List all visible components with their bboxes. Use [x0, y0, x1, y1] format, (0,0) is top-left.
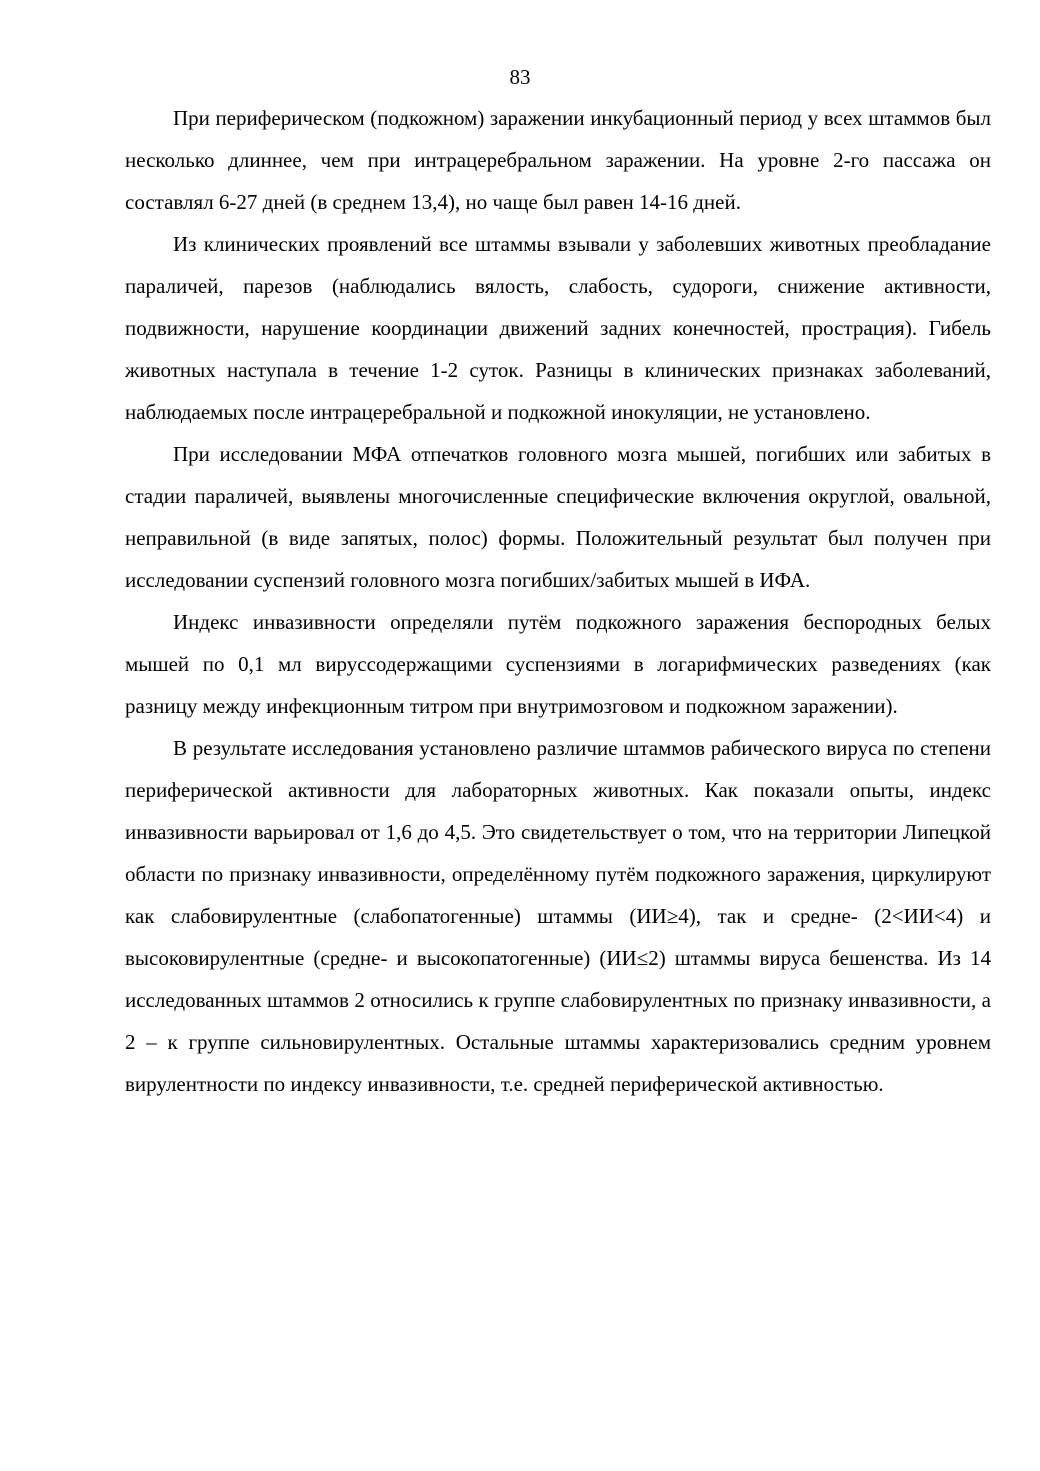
- page-number: 83: [509, 65, 531, 89]
- paragraph-invasiveness-index: Индекс инвазивности определяли путём подкожного заражения беспородных белых мышей по 0,1 мл вируссодержащими суспензиями в логарифмических разведениях (как разницу между инфекционным титром при внутримозговом и подкожном заражении).: [125, 610, 991, 718]
- paragraph-incubation-period: При периферическом (подкожном) заражении инкубационный период у всех штаммов был несколько длиннее, чем при интрацеребральном заражении. На уровне 2-го пассажа он составлял 6-27 дней (в среднем 13,4), но чаще был равен 14-16 дней.: [125, 106, 991, 214]
- paragraph-clinical-signs: Из клинических проявлений все штаммы взывали у заболевших животных преобладание параличей, парезов (наблюдались вялость, слабость, судороги, снижение активности, подвижности, нарушение координации движений задних конечностей, прострация). Гибель животных наступала в течение 1-2 суток. Разницы в клинических признаках заболеваний, наблюдаемых после интрацеребральной и подкожной инокуляции, не установлено.: [125, 232, 991, 424]
- body-text: [125, 97, 991, 1105]
- paragraph-results: В результате исследования установлено различие штаммов рабического вируса по степени периферической активности для лабораторных животных. Как показали опыты, индекс инвазивности варьировал от 1,6 до 4,5. Это свидетельствует о том, что на территории Липецкой области по признаку инвазивности, определённому путём подкожного заражения, циркулируют как слабовирулентные (слабопатогенные) штаммы (ИИ≥4), так и средне- (2<ИИ<4) и высоковирулентные (средне- и высокопатогенные) (ИИ≤2) штаммы вируса бешенства. Из 14 исследованных штаммов 2 относились к группе слабовирулентных по признаку инвазивности, а 2 – к группе сильновирулентных. Остальные штаммы характеризовались средним уровнем вирулентности по индексу инвазивности, т.е. средней периферической активностью.: [125, 736, 991, 1096]
- paragraph-mfa-research: При исследовании МФА отпечатков головного мозга мышей, погибших или забитых в стадии параличей, выявлены многочисленные специфические включения округлой, овальной, неправильной (в виде запятых, полос) формы. Положительный результат был получен при исследовании суспензий головного мозга погибших/забитых мышей в ИФА.: [125, 442, 991, 592]
